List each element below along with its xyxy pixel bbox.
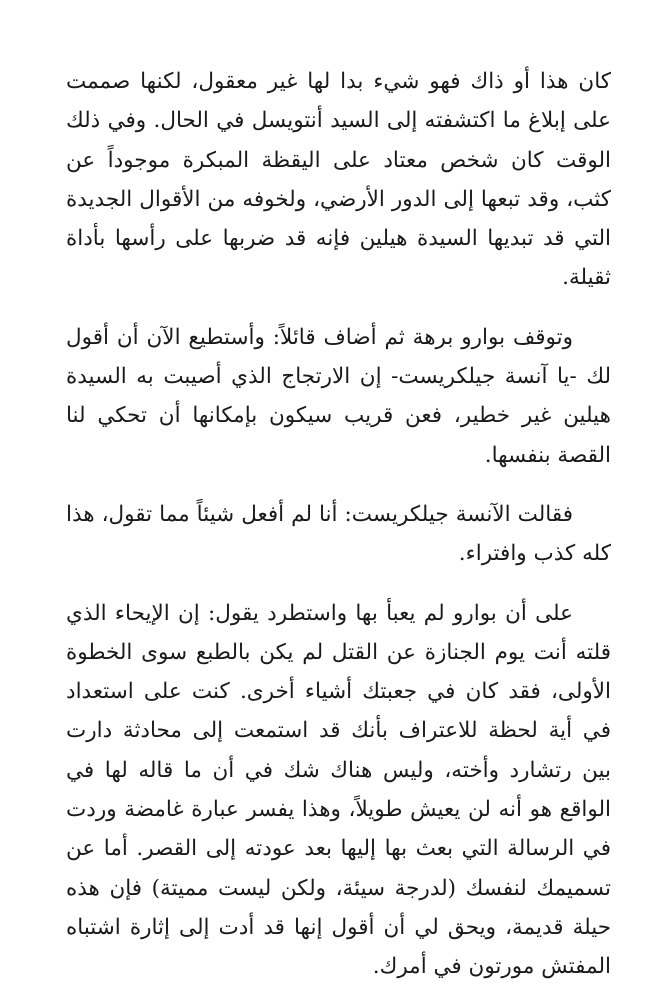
paragraph-2: وتوقف بوارو برهة ثم أضاف قائلاً: وأستطيع الآن أن أقول لك -يا آنسة جيلكريست- إن الارتجاج الذي أصيبت به السيدة هيلين غير خطير، فعن قريب سيكون بإمكانها أن تحكي لنا القصة بنفسها. <box>66 324 611 468</box>
paragraph-1: كان هذا أو ذاك فهو شيء بدا لها غير معقول، لكنها صممت على إبلاغ ما اكتشفته إلى السيد أنتويسل في الحال. وفي ذلك الوقت كان شخص معتاد على اليقظة المبكرة موجوداً عن كثب، وقد تبعها إلى الدور الأرضي، ولخوفه من الأقوال الجديدة التي قد تبديها السيدة هيلين فإنه قد ضربها على رأسها بأداة ثقيلة. <box>66 69 611 291</box>
paragraph-4: على أن بوارو لم يعبأ بها واستطرد يقول: إن الإيحاء الذي قلته أنت يوم الجنازة عن القتل لم يكن بالطبع سوى الخطوة الأولى، فقد كان في جعبتك أشياء أخرى. كنت على استعداد في أية لحظة للاعتراف بأنك قد استمعت إلى محادثة دارت بين رتشارد وأخته، وليس هناك شك في أن ما قاله لها في الواقع هو أنه لن يعيش طويلاً، وهذا يفسر عبارة غامضة وردت في الرسالة التي بعث بها إليها بعد عودته إلى القصر. أما عن تسميمك لنفسك (لدرجة سيئة، ولكن ليست مميتة) فإن هذه حيلة قديمة، ويحق لي أن أقول إنها قد أدت إلى إثارة اشتباه المفتش مورتون في أمرك. <box>66 600 611 980</box>
paragraph-3: فقالت الآنسة جيلكريست: أنا لم أفعل شيئاً مما تقول، هذا كله كذب وافتراء. <box>66 501 611 567</box>
book-page <box>66 62 611 987</box>
